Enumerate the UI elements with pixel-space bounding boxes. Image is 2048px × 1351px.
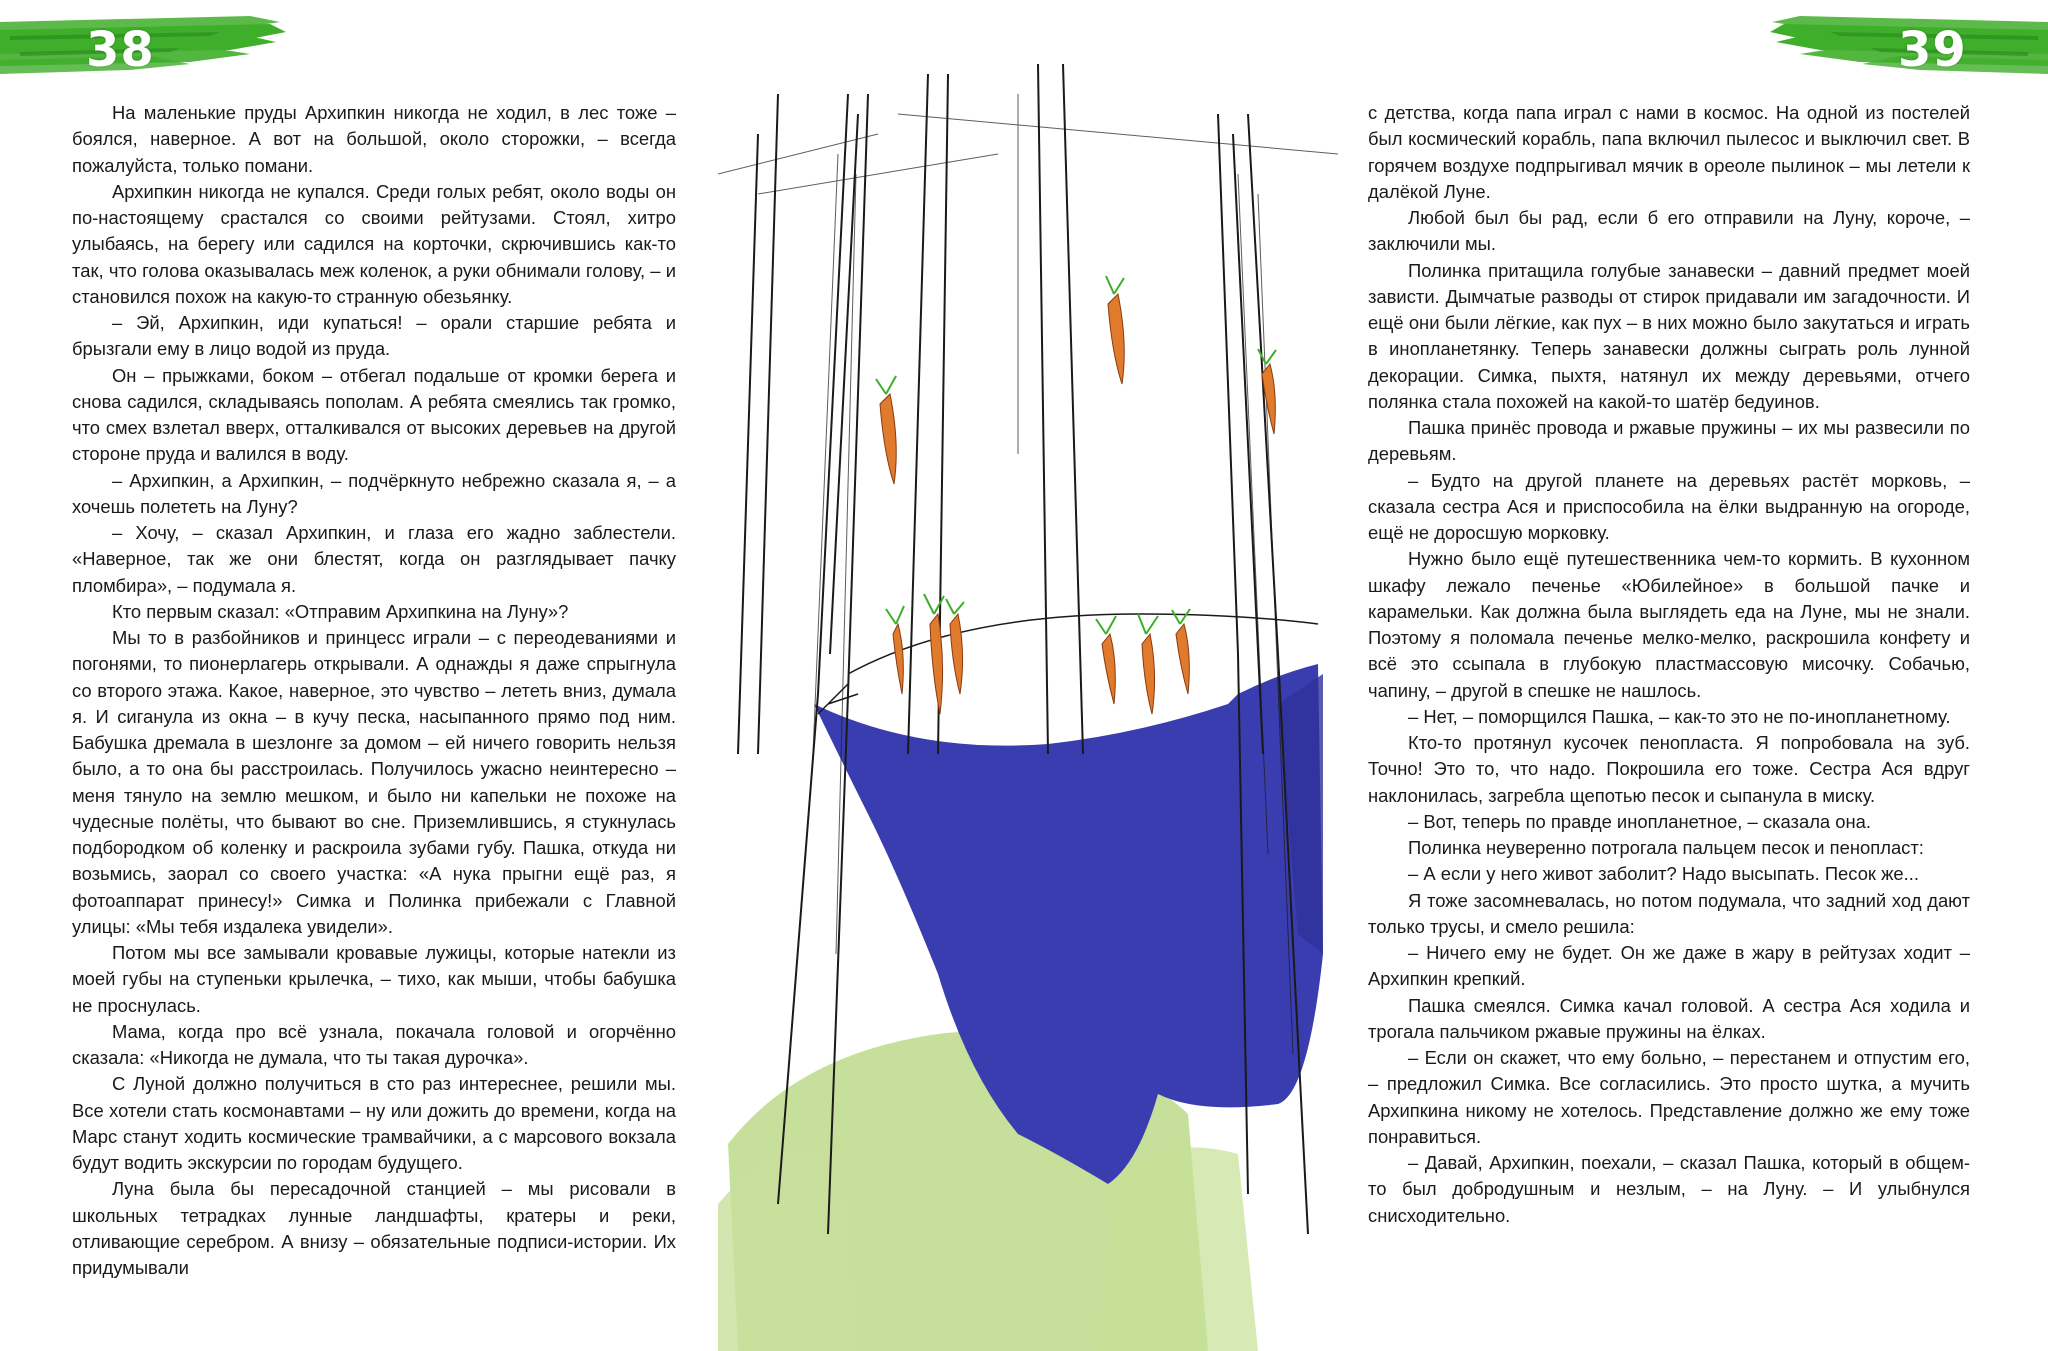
paragraph: Кто-то протянул кусочек пенопласта. Я попробовала на зуб. Точно! Это то, что надо. Покрошила его тоже. Сестра Ася вдруг наклонилась, загребла щепотью песок и сыпанула в миску. [1368, 732, 1970, 806]
carrot [1176, 624, 1189, 694]
paragraph: Любой был бы рад, если б его отправили на Луну, короче, – заключили мы. [1368, 207, 1970, 255]
page-left-text [72, 100, 676, 1281]
paragraph: Луна была бы пересадочной станцией – мы рисовали в школьных тетрадках лунные ландшафты, кратеры и реки, отливающие серебром. А внизу – обязательные подписи-истории. Их придумывали [72, 1178, 676, 1278]
carrot [1102, 634, 1115, 704]
paragraph: Мы то в разбойников и принцесс играли – с переодеваниями и погонями, то пионерлагерь открывали. А однажды я даже спрыгнула со второго этажа. Какое, наверное, это чувство – лететь вниз, думала я. И сиганула из окна – в кучу песка, насыпанного прямо под ним. Бабушка дремала в шезлонге за домом – ей ничего говорить нельзя было, а то она бы расстроилась. Получилось ужасно неинтересно – меня тянуло на землю мешком, и было ни капельки не похоже на чудесные полёты, что бывают во сне. Приземлившись, я стукнулась подбородком об коленку и раскроила зубами губу. Пашка, откуда ни возьмись, заорал со своего участка: «А нука прыгни ещё раз, я фотоаппарат принесу!» Симка и Полинка прибежали с Главной улицы: «Мы тебя издалека увидели». [72, 627, 676, 937]
paragraph: – Хочу, – сказал Архипкин, и глаза его жадно заблестели. «Наверное, так же они блестят, когда он разглядывает пачку пломбира», – подумала я. [72, 522, 676, 596]
paragraph: – Нет, – поморщился Пашка, – как-то это не по-инопланетному. [1408, 705, 1951, 727]
carrot [893, 624, 903, 694]
paragraph: – Вот, теперь по правде инопланетное, – сказала она. [1408, 810, 1871, 832]
carrot [1142, 634, 1155, 714]
paragraph: Мама, когда про всё узнала, покачала головой и огорчённо сказала: «Никогда не думала, что ты такая дурочка». [72, 1020, 676, 1068]
paragraph: – Если он скажет, что ему больно, – перестанем и отпустим его, – предложил Симка. Все согласились. Это просто шутка, а мучить Архипкина никому не хотелось. Представление должно же ему тоже понравиться. [1368, 1047, 1970, 1147]
forest-drawing [718, 54, 1338, 1351]
paragraph: Пашка принёс провода и ржавые пружины – их мы развесили по деревьям. [1368, 417, 1970, 465]
paragraph: Полинка притащила голубые занавески – давний предмет моей зависти. Дымчатые разводы от стирок придавали им загадочности. И ещё они были лёгкие, как пух – в них можно было закутаться и играть в инопланетянку. Теперь занавески должны сыграть роль лунной декорации. Симка, пыхтя, натянул их между деревьями, отчего полянка стала похожей на какой-то шатёр бедуинов. [1368, 259, 1970, 412]
paragraph: Потом мы все замывали кровавые лужицы, которые натекли из моей губы на ступеньки крылечка, – тихо, как мыши, чтобы бабушка не проснулась. [72, 942, 676, 1016]
paragraph: На маленькие пруды Архипкин никогда не ходил, в лес тоже – боялся, наверное. А вот на большой, около сторожки, – всегда пожалуйста, только помани. [72, 102, 676, 176]
paragraph: Я тоже засомневалась, но потом подумала, что задний ход дают только трусы, и смело решила: [1368, 889, 1970, 937]
page-number-left: 38 [86, 22, 155, 78]
paragraph: – Архипкин, а Архипкин, – подчёркнуто небрежно сказала я, – а хочешь полететь на Луну? [72, 469, 676, 517]
illustration-trees-carrots-tarp [718, 54, 1338, 1351]
paragraph: Он – прыжками, боком – отбегал подальше от кромки берега и снова садился, складываясь пополам. А ребята смеялись так громко, что смех взлетал вверх, отталкивался от высоких деревьев на другой стороне пруда и валился в воду. [72, 364, 676, 465]
paragraph: с детства, когда папа играл с нами в космос. На одной из постелей был космический корабль, папа включил пылесос и выключил свет. В горячем воздухе подпрыгивал мячик в ореоле пылинок – мы летели к далёкой Луне. [1368, 102, 1970, 202]
paragraph: – Ничего ему не будет. Он же даже в жару в рейтузах ходит – Архипкин крепкий. [1368, 942, 1970, 990]
paragraph: – А если у него живот заболит? Надо высыпать. Песок же... [1408, 863, 1919, 885]
carrot [950, 614, 963, 694]
paragraph: Кто первым сказал: «Отправим Архипкина на Луну»? [112, 600, 569, 622]
paragraph: Архипкин никогда не купался. Среди голых ребят, около воды он по-настоящему срастался со своими рейтузами. Стоял, хитро улыбаясь, на берегу или садился на корточки, скрючившись как-то так, что голова оказывалась меж коленок, а руки обнимали голову, – и становился похож на какую-то странную обезьянку. [72, 180, 676, 307]
page-right-text [1368, 100, 1970, 1229]
paragraph: Полинка неуверенно потрогала пальцем песок и пенопласт: [1408, 837, 1924, 858]
page-number-tab-right [1770, 8, 2048, 76]
paragraph: – Давай, Архипкин, поехали, – сказал Пашка, который в общем-то был добродушным и незлым, – на Луну. – И улыбнулся снисходительно. [1368, 1152, 1970, 1226]
carrot [1108, 294, 1124, 384]
paragraph: – Будто на другой планете на деревьях растёт морковь, – сказала сестра Ася и приспособила на ёлки выдранную на огороде, ещё не доросшую морковку. [1368, 469, 1970, 543]
paragraph: – Эй, Архипкин, иди купаться! – орали старшие ребята и брызгали ему в лицо водой из пруда. [72, 312, 676, 360]
paragraph: С Луной должно получиться в сто раз интереснее, решили мы. Все хотели стать космонавтами – ну или дожить до времени, когда на Марс станут ходить космические трамвайчики, а с марсового вокзала будут водить экскурсии по городам будущего. [72, 1073, 676, 1173]
paragraph: Пашка смеялся. Симка качал головой. А сестра Ася ходила и трогала пальчиком ржавые пружины на ёлках. [1368, 994, 1970, 1042]
page-number-tab-left [0, 8, 290, 76]
paragraph: Нужно было ещё путешественника чем-то кормить. В кухонном шкафу лежало печенье «Юбилейное» в большой пачке и карамельки. Как должна была выглядеть еда на Луне, мы не знали. Поэтому я поломала печенье мелко-мелко, раскрошила конфету и всё это ссыпала в глубокую пластмассовую мисочку. Собачью, чапину, – другой в спешке не нашлось. [1368, 548, 1970, 701]
carrot-string [848, 614, 1318, 674]
page-number-right: 39 [1898, 22, 1967, 78]
carrot [880, 394, 896, 484]
